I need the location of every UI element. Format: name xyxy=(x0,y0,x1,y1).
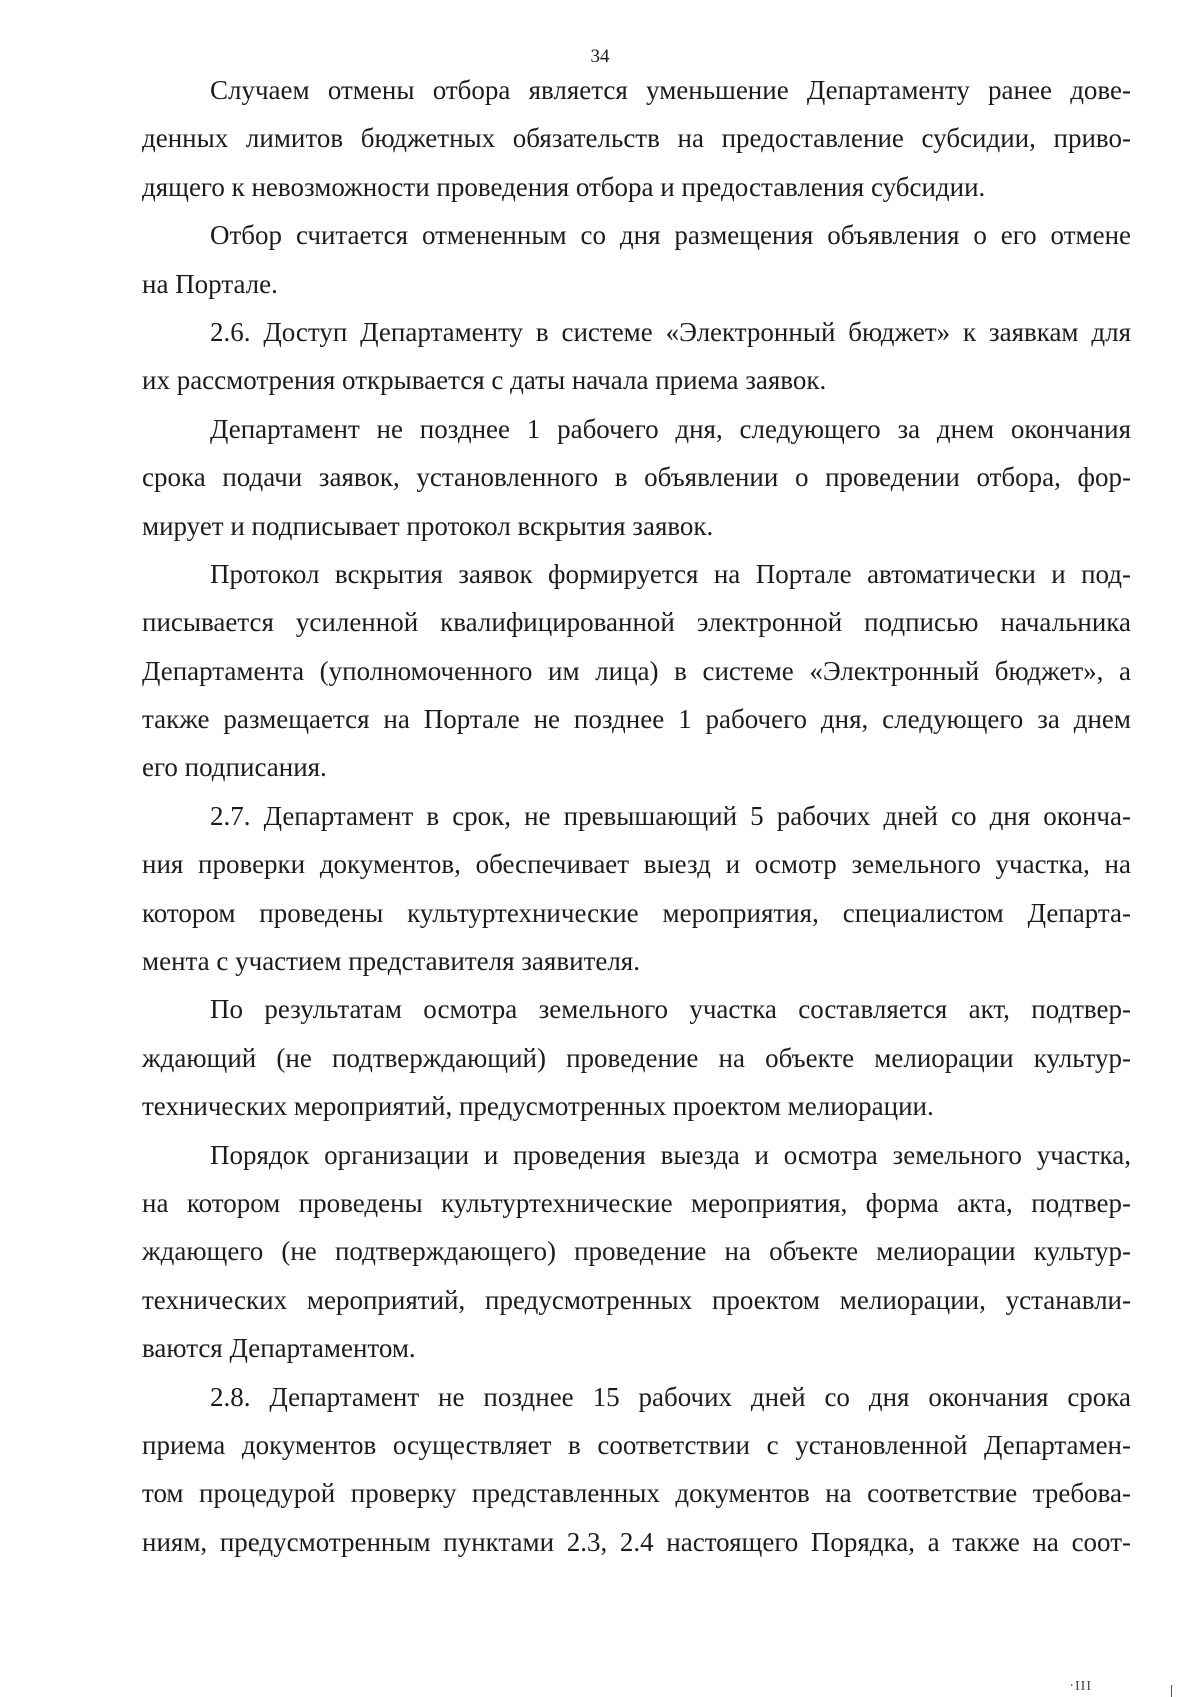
text-line: дящего к невозможности проведения отбора и предоставления субсидии. xyxy=(142,171,986,202)
text-line: Порядок организации и проведения выезда и осмотра земельного участка, xyxy=(210,1139,1131,1170)
page-number: 34 xyxy=(590,46,610,67)
text-line: 2.6. Доступ Департаменту в системе «Электронный бюджет» к заявкам для xyxy=(210,316,1131,347)
text-line: срока подачи заявок, установленного в объявлении о проведении отбора, фор- xyxy=(142,462,1131,493)
paragraph xyxy=(142,211,1131,308)
text-line: писывается усиленной квалифицированной электронной подписью начальника xyxy=(142,607,1131,638)
paragraph xyxy=(142,550,1131,792)
text-line: 2.7. Департамент в срок, не превышающий 5 рабочих дней со дня оконча- xyxy=(210,800,1131,831)
text-line: также размещается на Портале не позднее 1 рабочего дня, следующего за днем xyxy=(142,704,1131,735)
text-line: денных лимитов бюджетных обязательств на предоставление субсидии, приво- xyxy=(142,123,1131,154)
text-line: Случаем отмены отбора является уменьшение Департаменту ранее дове- xyxy=(210,75,1131,105)
paragraph xyxy=(142,1131,1131,1373)
text-line: мирует и подписывает протокол вскрытия заявок. xyxy=(142,510,714,541)
text-line: ния проверки документов, обеспечивает выезд и осмотр земельного участка, на xyxy=(142,849,1131,880)
paragraph xyxy=(142,1373,1131,1567)
text-line: его подписания. xyxy=(142,752,327,783)
text-line: Протокол вскрытия заявок формируется на Портале автоматически и под- xyxy=(210,558,1131,589)
text-line: мента с участием представителя заявителя. xyxy=(142,946,640,977)
text-line: ваются Департаментом. xyxy=(142,1333,416,1364)
text-line: котором проведены культуртехнические мероприятия, специалистом Департа- xyxy=(142,897,1131,928)
paragraph xyxy=(142,792,1131,986)
text-line: Департамент не позднее 1 рабочего дня, следующего за днем окончания xyxy=(210,413,1131,444)
text-line: 2.8. Департамент не позднее 15 рабочих дней со дня окончания срока xyxy=(210,1381,1131,1412)
text-line: По результатам осмотра земельного участка составляется акт, подтвер- xyxy=(210,994,1131,1025)
text-line: Департамента (уполномоченного им лица) в системе «Электронный бюджет», а xyxy=(142,655,1131,686)
text-line: технических мероприятий, предусмотренных проектом мелиорации, устанавли- xyxy=(142,1284,1131,1315)
text-line: технических мероприятий, предусмотренных проектом мелиорации. xyxy=(142,1091,934,1122)
text-line: приема документов осуществляет в соответствии с установленной Департамен- xyxy=(142,1429,1131,1460)
text-line: их рассмотрения открывается с даты начала приема заявок. xyxy=(142,365,827,396)
paragraph xyxy=(142,66,1131,211)
text-line: ниям, предусмотренным пунктами 2.3, 2.4 настоящего Порядка, а также на соот- xyxy=(142,1526,1131,1557)
scan-tick xyxy=(1171,1685,1172,1697)
text-line: на котором проведены культуртехнические мероприятия, форма акта, подтвер- xyxy=(142,1187,1131,1218)
text-line: ждающего (не подтверждающего) проведение на объекте мелиорации культур- xyxy=(142,1236,1131,1267)
text-line: том процедурой проверку представленных документов на соответствие требова- xyxy=(142,1478,1131,1509)
paragraph xyxy=(142,405,1131,550)
text-line: на Портале. xyxy=(142,268,278,299)
text-line: Отбор считается отмененным со дня размещения объявления о его отмене xyxy=(210,220,1131,251)
document-body xyxy=(142,66,1131,1566)
paragraph xyxy=(142,985,1131,1130)
text-line: ждающий (не подтверждающий) проведение на объекте мелиорации культур- xyxy=(142,1042,1131,1073)
scan-mark: ·III xyxy=(1069,1679,1092,1694)
paragraph xyxy=(142,308,1131,405)
